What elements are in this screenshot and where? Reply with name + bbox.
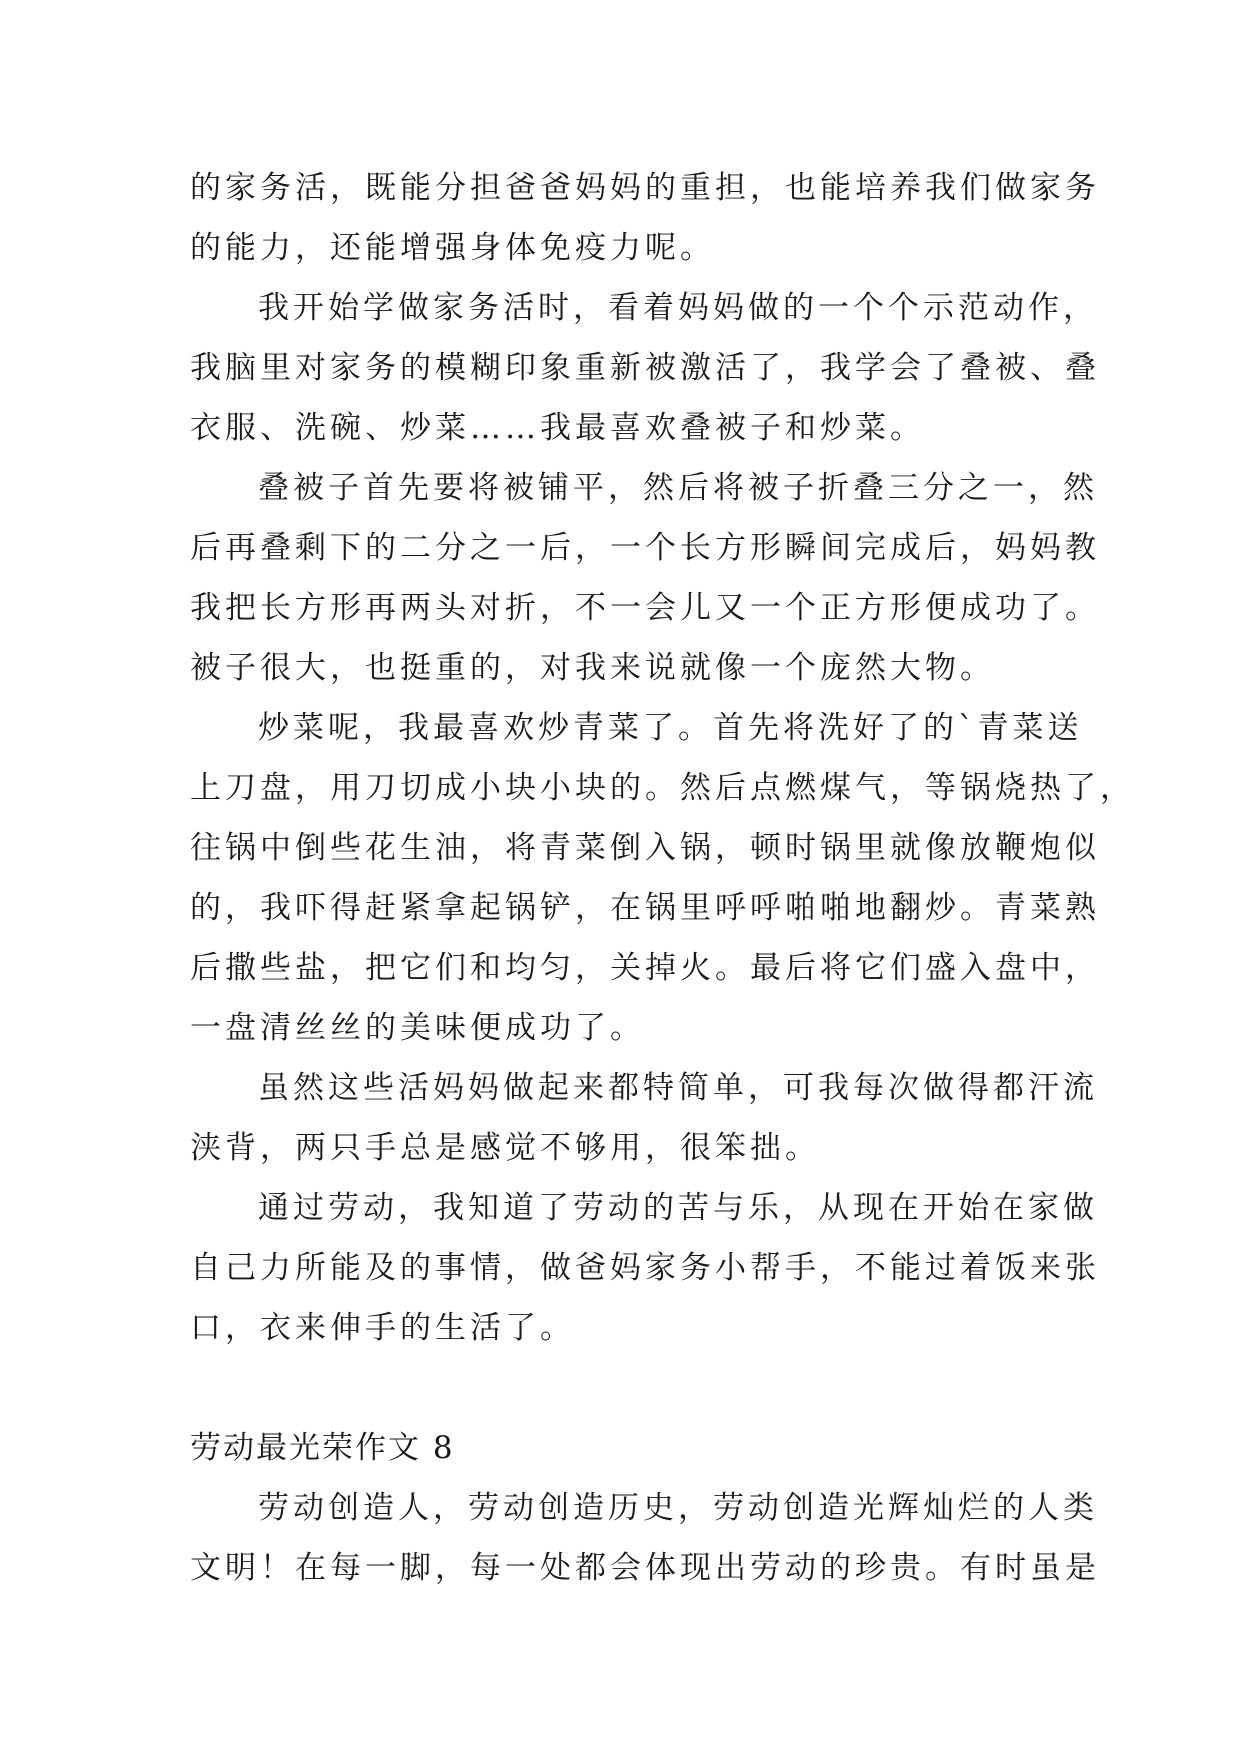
text-line: 劳动创造人，劳动创造历史，劳动创造光辉灿烂的人类 — [258, 1490, 1098, 1526]
paragraph — [190, 698, 1135, 1058]
text-line: 后再叠剩下的二分之一后，一个长方形瞬间完成后，妈妈教 — [190, 530, 1100, 566]
text-line: 我开始学做家务活时，看着妈妈做的一个个示范动作， — [258, 290, 1098, 326]
section-spacer — [190, 1358, 1070, 1418]
text-line: 我把长方形再两头对折，不一会儿又一个正方形便成功了。 — [190, 590, 1100, 626]
text-line: 被子很大，也挺重的，对我来说就像一个庞然大物。 — [190, 650, 995, 686]
text-line: 通过劳动，我知道了劳动的苦与乐，从现在开始在家做 — [258, 1190, 1098, 1226]
paragraph — [190, 158, 1100, 278]
paragraph — [190, 1058, 1098, 1178]
text-line: 后撒些盐，把它们和均匀，关掉火。最后将它们盛入盘中， — [190, 950, 1100, 986]
paragraph — [190, 1478, 1100, 1598]
text-line: 衣服、洗碗、炒菜……我最喜欢叠被子和炒菜。 — [190, 410, 925, 446]
document-body — [190, 158, 1135, 1598]
paragraph — [190, 458, 1100, 698]
text-line: 的，我吓得赶紧拿起锅铲，在锅里呼呼啪啪地翻炒。青菜熟 — [190, 890, 1100, 926]
text-line: 的能力，还能增强身体免疫力呢。 — [190, 230, 715, 266]
text-line: 叠被子首先要将被铺平，然后将被子折叠三分之一，然 — [258, 470, 1098, 506]
text-line: 一盘清丝丝的美味便成功了。 — [190, 1010, 645, 1046]
text-line: 虽然这些活妈妈做起来都特简单，可我每次做得都汗流 — [258, 1070, 1098, 1106]
text-line: 上刀盘，用刀切成小块小块的。然后点燃煤气，等锅烧热了， — [190, 770, 1135, 806]
text-line: 炒菜呢，我最喜欢炒青菜了。首先将洗好了的`青菜送 — [258, 710, 1083, 746]
text-line: 浃背，两只手总是感觉不够用，很笨拙。 — [190, 1130, 820, 1166]
text-line: 口，衣来伸手的生活了。 — [190, 1310, 575, 1346]
paragraph — [190, 278, 1100, 458]
essay-title: 劳动最光荣作文 8 — [190, 1430, 455, 1466]
paragraph — [190, 1178, 1100, 1358]
text-line: 往锅中倒些花生油，将青菜倒入锅，顿时锅里就像放鞭炮似 — [190, 830, 1100, 866]
text-line: 文明！在每一脚，每一处都会体现出劳动的珍贵。有时虽是 — [190, 1550, 1100, 1586]
text-line: 的家务活，既能分担爸爸妈妈的重担，也能培养我们做家务 — [190, 170, 1100, 206]
text-line: 自己力所能及的事情，做爸妈家务小帮手，不能过着饭来张 — [190, 1250, 1100, 1286]
text-line: 我脑里对家务的模糊印象重新被激活了，我学会了叠被、叠 — [190, 350, 1100, 386]
